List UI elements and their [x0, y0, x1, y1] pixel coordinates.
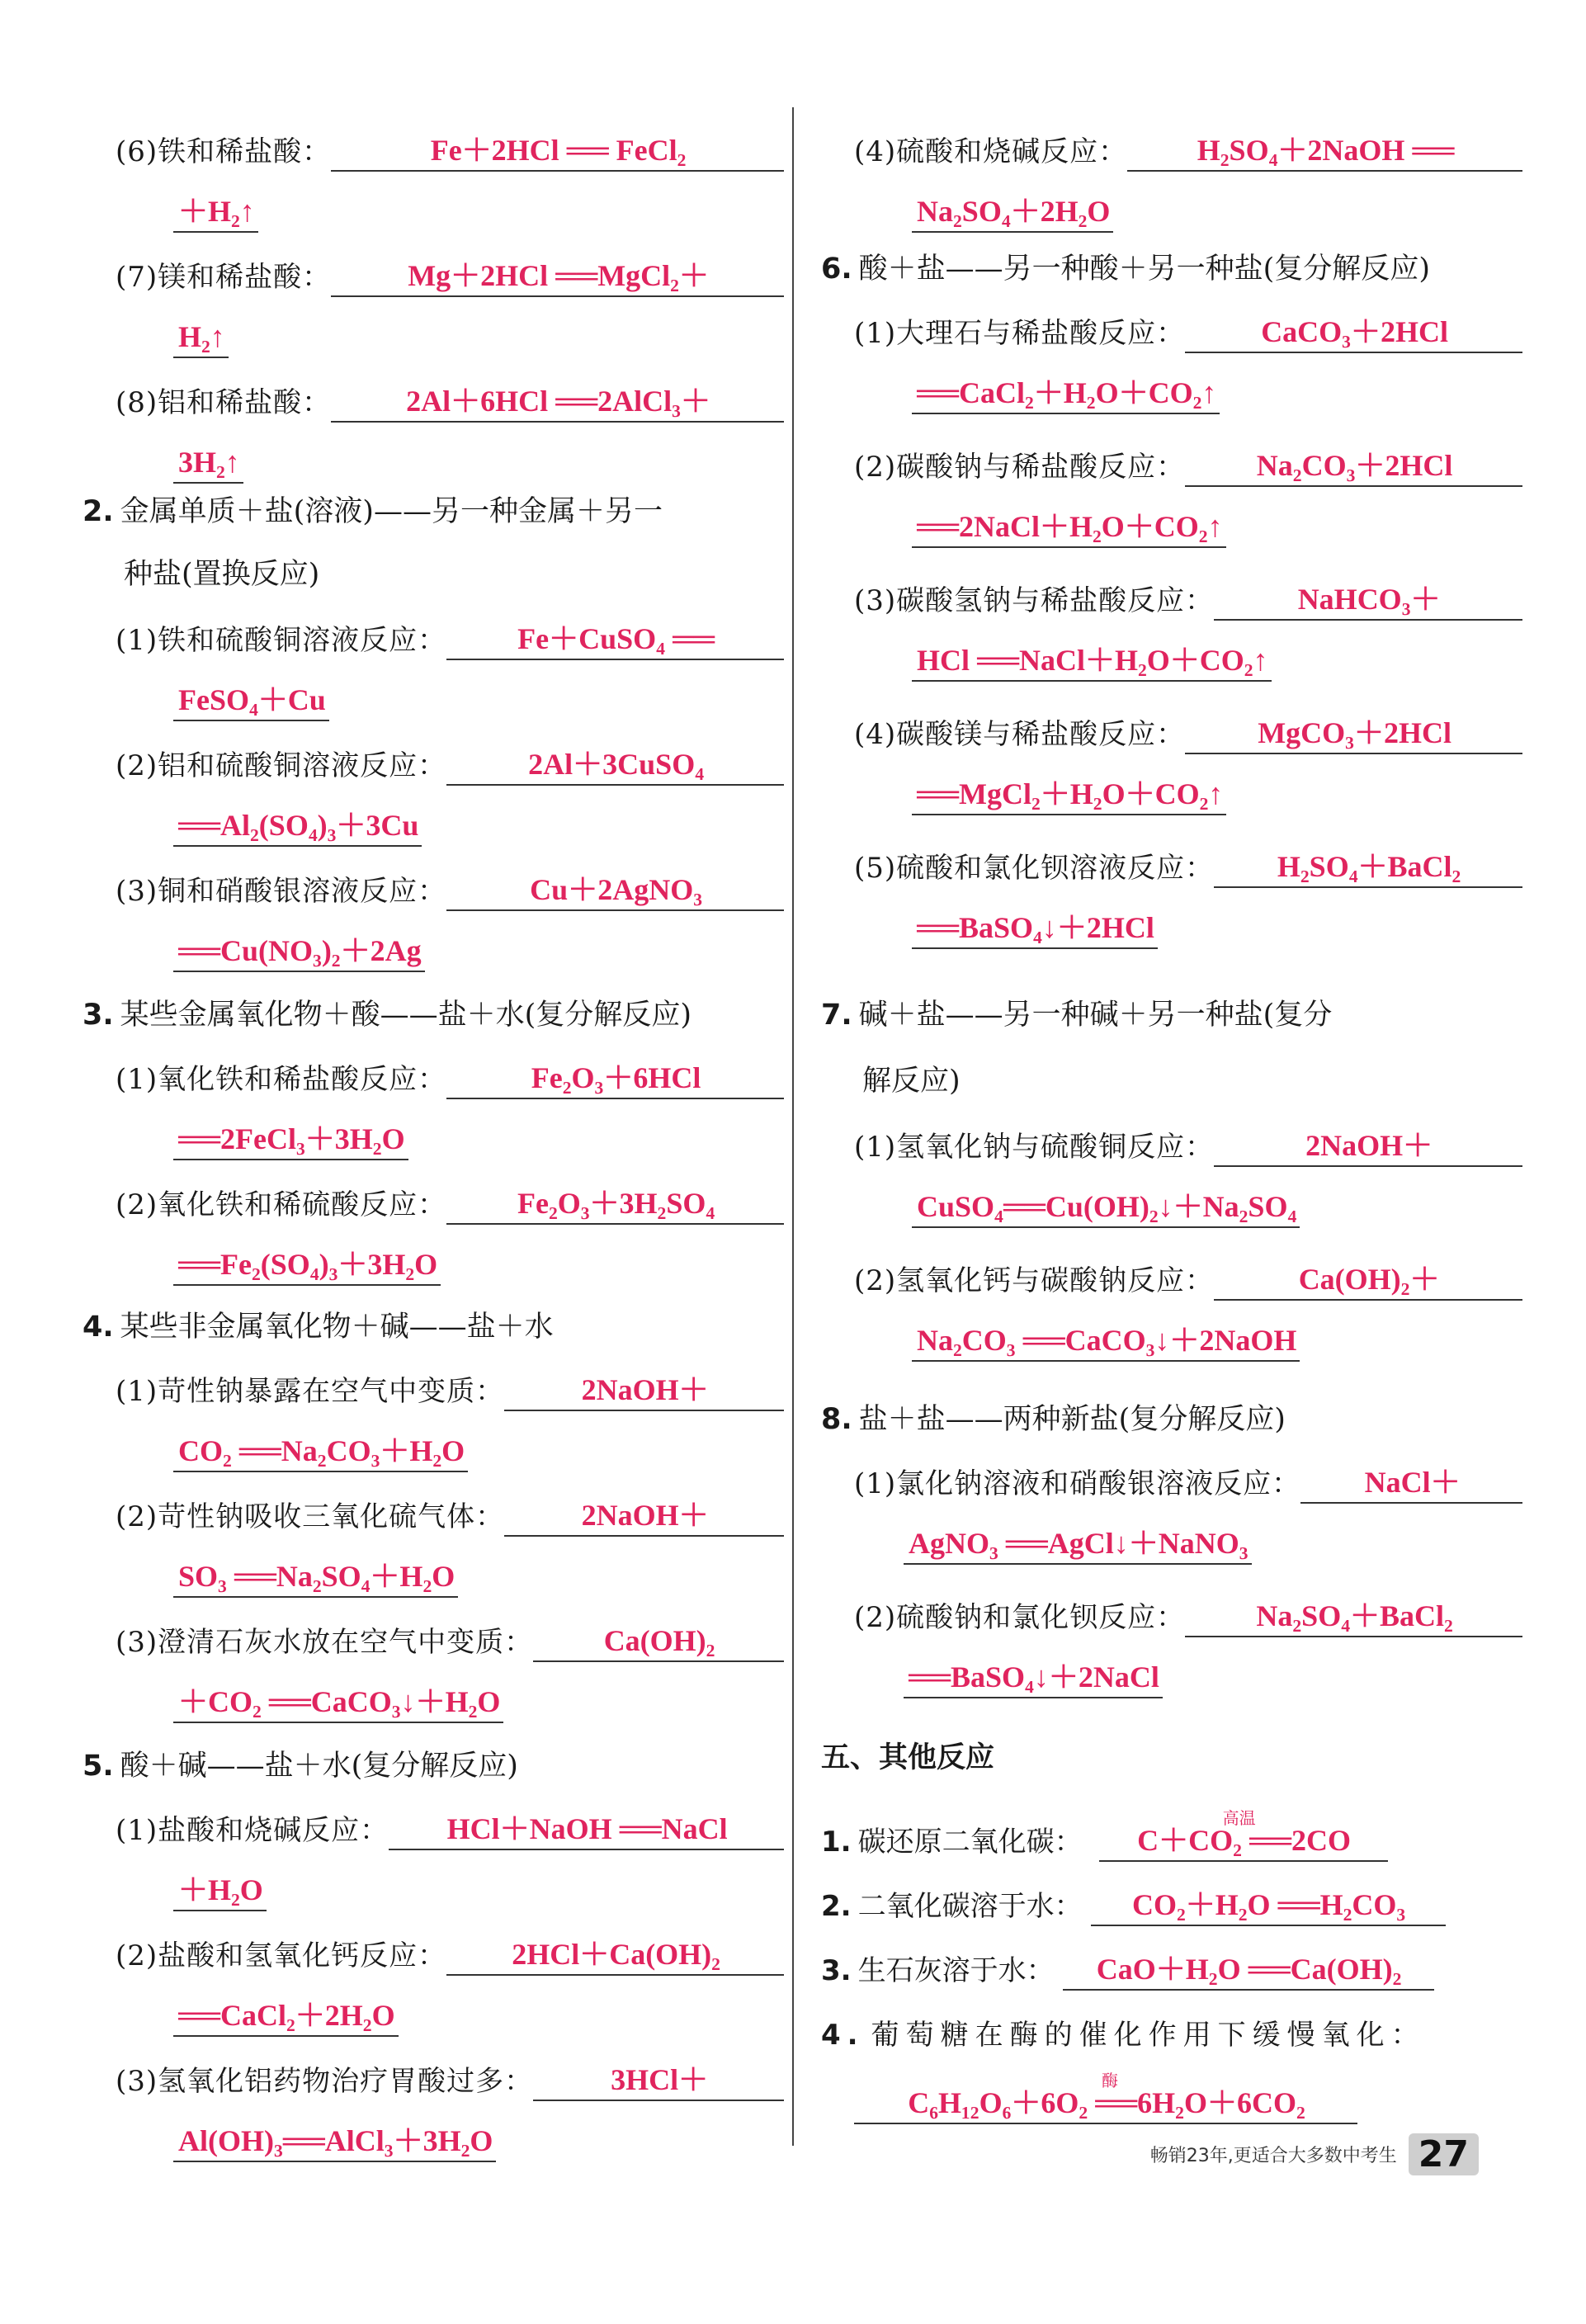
item-label: (3)澄清石灰水放在空气中变质： — [116, 1626, 534, 1659]
item-label: (3)碳酸氢钠与稀盐酸反应： — [854, 584, 1215, 617]
answer-line: Al(OH)₃══AlCl₃＋3H₂O — [173, 2121, 496, 2162]
reaction-condition: 酶 — [1102, 2072, 1118, 2090]
item-number: 3. — [821, 1954, 852, 1987]
item-number: 2. — [821, 1890, 852, 1923]
item-label: (4)硫酸和烧碱反应： — [854, 135, 1128, 168]
answer-line: 2Al＋3CuSO₄ — [446, 744, 784, 786]
answer-line: Fe₂O₃＋3H₂SO₄ — [446, 1183, 784, 1225]
list-item — [821, 289, 1522, 414]
column-divider — [792, 107, 794, 2146]
answer-line: Na₂SO₄＋2H₂O — [912, 191, 1113, 233]
item-label: (1)盐酸和烧碱反应： — [116, 1814, 389, 1847]
list-item — [83, 1035, 784, 1160]
answer-line: 2Al＋6HCl ══2AlCl₃＋ — [331, 381, 784, 423]
answer-line: HCl＋NaOH ══NaCl — [389, 1809, 784, 1850]
item-label: (1)氯化钠溶液和硝酸银溶液反应： — [854, 1467, 1301, 1500]
answer-line: FeSO₄＋Cu — [173, 680, 329, 721]
item-label: (1)氧化铁和稀盐酸反应： — [116, 1063, 447, 1096]
answer-line: Cu＋2AgNO₃ — [446, 870, 784, 911]
item-number: 1. — [821, 1826, 852, 1859]
list-item — [83, 1598, 784, 1723]
item-label: (3)氢氧化铝药物治疗胃酸过多： — [116, 2065, 534, 2098]
answer-line: CaO＋H₂O ══Ca(OH)₂ — [1063, 1949, 1434, 1991]
item-label: (2)碳酸钠与稀盐酸反应： — [854, 451, 1186, 484]
answer-line: Na₂CO₃＋2HCl — [1185, 446, 1522, 487]
list-item — [821, 1991, 1522, 2124]
list-item — [821, 690, 1522, 815]
answer-line: NaHCO₃＋ — [1214, 579, 1522, 621]
answer-line: ══BaSO₄↓＋2NaCl — [904, 1657, 1163, 1698]
item-label: (4)碳酸镁与稀盐酸反应： — [854, 718, 1186, 751]
answer-line: CO₂ ══Na₂CO₃＋H₂O — [173, 1431, 468, 1472]
section-heading: 5. 酸＋碱——盐＋水(复分解反应) — [83, 1750, 518, 1783]
item-label: (3)铜和硝酸银溶液反应： — [116, 875, 447, 908]
answer-line: Ca(OH)₂ — [533, 1621, 784, 1662]
list-item — [83, 1911, 784, 2037]
section-title: 五、其他反应 — [821, 1741, 995, 1774]
section-heading-cont: 种盐(置换反应) — [124, 558, 320, 591]
item-label: (2)氢氧化钙与碳酸钠反应： — [854, 1264, 1215, 1297]
item-label: 碳还原二氧化碳： — [857, 1826, 1083, 1859]
answer-line: CO₂＋H₂O ══H₂CO₃ — [1091, 1885, 1446, 1926]
answer-line: MgCO₃＋2HCl — [1185, 713, 1522, 754]
answer-line: 3H₂↑ — [173, 442, 243, 484]
answer-line: Fe＋CuSO₄ ══ — [446, 619, 784, 660]
answer-line: Mg＋2HCl ══MgCl₂＋ — [331, 256, 784, 297]
list-item — [821, 1439, 1522, 1565]
list-item — [83, 358, 784, 484]
answer-line: Na₂SO₄＋BaCl₂ — [1185, 1596, 1522, 1637]
list-item — [821, 1236, 1522, 1362]
list-item — [83, 2037, 784, 2162]
list-item — [83, 1347, 784, 1472]
page-footer — [1150, 2133, 1479, 2175]
section-heading-cont: 解反应) — [862, 1065, 961, 1098]
answer-line: ══Cu(NO₃)₂＋2Ag — [173, 931, 425, 972]
section-heading: 7. 碱＋盐——另一种碱＋另一种盐(复分 — [821, 999, 1333, 1032]
answer-line: 高温 C＋CO₂ ══2CO — [1099, 1821, 1388, 1862]
answer-line: Fe₂O₃＋6HCl — [446, 1058, 784, 1099]
page-number: 27 — [1409, 2133, 1479, 2175]
answer-line: ＋H₂O — [173, 1870, 267, 1911]
section-heading: 3. 某些金属氧化物＋酸——盐＋水(复分解反应) — [83, 999, 692, 1032]
answer-line: ══2NaCl＋H₂O＋CO₂↑ — [912, 507, 1226, 548]
item-label: (1)氢氧化钠与硫酸铜反应： — [854, 1131, 1215, 1164]
answer-line: 酶 C₆H₁₂O₆＋6O₂ ══6H₂O＋6CO₂ — [854, 2083, 1357, 2124]
list-item — [83, 596, 784, 721]
list-item — [821, 1797, 1522, 1862]
item-label: (1)大理石与稀盐酸反应： — [854, 317, 1186, 350]
list-item — [83, 1472, 784, 1598]
list-item — [821, 556, 1522, 682]
answer-line: AgNO₃ ══AgCl↓＋NaNO₃ — [904, 1523, 1252, 1565]
list-item — [83, 233, 784, 358]
answer-line: H₂↑ — [173, 317, 229, 358]
list-item — [83, 1786, 784, 1911]
list-item — [83, 1160, 784, 1286]
item-label: (8)铝和稀盐酸： — [116, 386, 332, 419]
answer-line: ══BaSO₄↓＋2HCl — [912, 908, 1158, 949]
answer-line: SO₃ ══Na₂SO₄＋H₂O — [173, 1556, 458, 1598]
answer-line: ══CaCl₂＋H₂O＋CO₂↑ — [912, 373, 1220, 414]
list-item — [821, 107, 1522, 233]
answer-line: Ca(OH)₂＋ — [1214, 1259, 1522, 1301]
footer-slogan: 畅销23年,更适合大多数中考生 — [1149, 2146, 1397, 2166]
list-item — [83, 847, 784, 972]
list-item — [821, 824, 1522, 949]
list-item — [83, 721, 784, 847]
answer-line: CuSO₄══Cu(OH)₂↓＋Na₂SO₄ — [912, 1187, 1300, 1228]
answer-line: 2NaOH＋ — [1214, 1126, 1522, 1167]
item-label: (5)硫酸和氯化钡溶液反应： — [854, 852, 1215, 885]
item-label: (2)硫酸钠和氯化钡反应： — [854, 1601, 1186, 1634]
item-label: (2)氧化铁和稀硫酸反应： — [116, 1188, 447, 1221]
item-label: (2)铝和硫酸铜溶液反应： — [116, 749, 447, 782]
answer-line: ══MgCl₂＋H₂O＋CO₂↑ — [912, 774, 1226, 815]
answer-line: 2HCl＋Ca(OH)₂ — [446, 1934, 784, 1976]
answer-line: Na₂CO₃ ══CaCO₃↓＋2NaOH — [912, 1320, 1300, 1362]
item-label: (1)铁和硫酸铜溶液反应： — [116, 624, 447, 657]
answer-line: ══Al₂(SO₄)₃＋3Cu — [173, 805, 422, 847]
item-label: (2)盐酸和氢氧化钙反应： — [116, 1939, 447, 1972]
answer-line: HCl ══NaCl＋H₂O＋CO₂↑ — [912, 640, 1272, 682]
list-item — [821, 1926, 1522, 1991]
section-heading: 4. 某些非金属氧化物＋碱——盐＋水 — [83, 1311, 554, 1344]
answer-line: 3HCl＋ — [533, 2060, 784, 2101]
item-label: (1)苛性钠暴露在空气中变质： — [116, 1375, 505, 1408]
answer-line: ＋CO₂ ══CaCO₃↓＋H₂O — [173, 1682, 503, 1723]
item-label: 二氧化碳溶于水： — [857, 1890, 1083, 1923]
item-label: (6)铁和稀盐酸： — [116, 135, 332, 168]
answer-line: H₂SO₄＋2NaOH ══ — [1127, 130, 1522, 172]
answer-line: ══CaCl₂＋2H₂O — [173, 1996, 399, 2037]
answer-line: ══Fe₂(SO₄)₃＋3H₂O — [173, 1245, 441, 1286]
section-heading: 6. 酸＋盐——另一种酸＋另一种盐(复分解反应) — [821, 253, 1430, 286]
answer-line: H₂SO₄＋BaCl₂ — [1214, 847, 1522, 888]
item-label: 生石灰溶于水： — [857, 1954, 1055, 1987]
answer-line: 2NaOH＋ — [504, 1370, 784, 1411]
list-item — [821, 1862, 1522, 1926]
item-label: (2)苛性钠吸收三氧化硫气体： — [116, 1500, 505, 1533]
section-heading: 8. 盐＋盐——两种新盐(复分解反应) — [821, 1403, 1286, 1436]
section-heading: 2. 金属单质＋盐(溶液)——另一种金属＋另一 — [83, 495, 663, 528]
item-label: (7)镁和稀盐酸： — [116, 261, 332, 294]
reaction-condition: 高温 — [1222, 1810, 1256, 1828]
list-item — [821, 423, 1522, 548]
answer-line: ══2FeCl₃＋3H₂O — [173, 1119, 408, 1160]
answer-line: 2NaOH＋ — [504, 1495, 784, 1537]
item-number: 4. — [821, 2019, 865, 2052]
list-item — [821, 1573, 1522, 1698]
answer-line: ＋H₂↑ — [173, 191, 258, 233]
list-item — [821, 1103, 1522, 1228]
answer-line: CaCO₃＋2HCl — [1185, 312, 1522, 353]
list-item — [83, 107, 784, 233]
answer-line: Fe＋2HCl ══ FeCl₂ — [331, 130, 784, 172]
answer-line: NaCl＋ — [1300, 1462, 1522, 1504]
item-label: 葡萄糖在酶的催化作用下缓慢氧化： — [871, 2019, 1426, 2052]
